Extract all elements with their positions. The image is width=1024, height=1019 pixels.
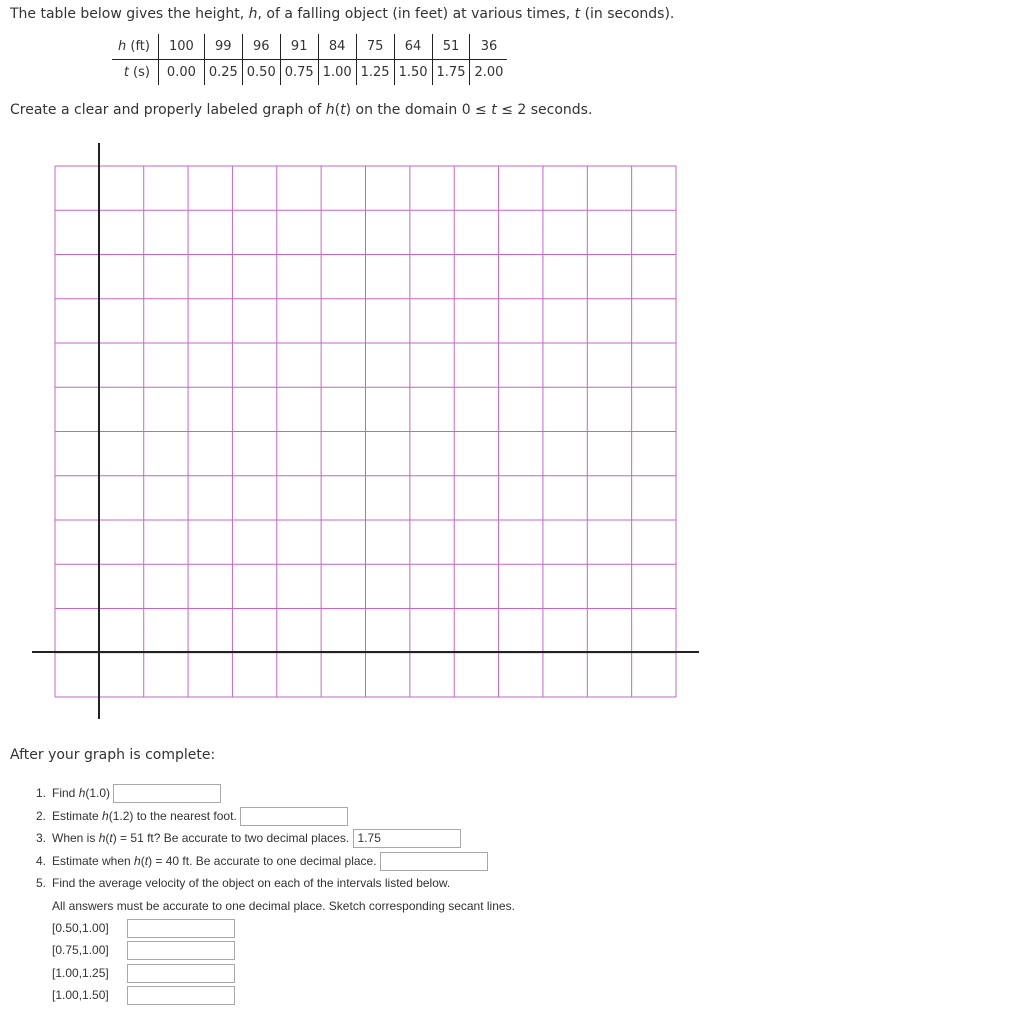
height-value: 64	[394, 34, 432, 60]
answer-field-h1-2[interactable]	[240, 807, 348, 826]
time-value: 1.50	[394, 60, 432, 86]
height-value: 36	[470, 34, 507, 60]
question-3: 3. When is h(t) = 51 ft? Be accurate to two decimal places. 1.75	[36, 827, 515, 850]
graph-instruction: Create a clear and properly labeled graph of h(t) on the domain 0 ≤ t ≤ 2 seconds.	[10, 102, 593, 118]
time-row-header: t (s)	[123, 65, 150, 80]
interval-label: [0.50,1.00]	[52, 920, 109, 935]
height-value: 51	[432, 34, 470, 60]
answer-field-t-40[interactable]	[380, 852, 488, 871]
velocity-field-0-50-1-00[interactable]	[127, 919, 235, 938]
grid-lines	[55, 166, 676, 697]
answer-field-h1[interactable]	[113, 784, 221, 803]
time-value: 0.00	[158, 60, 204, 86]
question-2: 2. Estimate h(1.2) to the nearest foot.	[36, 805, 515, 828]
height-row-header: h (ft)	[112, 34, 158, 60]
height-value: 91	[280, 34, 318, 60]
interval-row	[36, 984, 515, 1007]
height-value: 99	[204, 34, 242, 60]
height-value: 96	[242, 34, 280, 60]
question-5: 5. Find the average velocity of the object on each of the intervals listed below.	[36, 876, 451, 890]
velocity-field-1-00-1-25[interactable]	[127, 964, 235, 983]
question-list	[36, 782, 515, 1007]
intro-text: The table below gives the height, h, of a falling object (in feet) at various times, t (in seconds).	[10, 6, 675, 22]
interval-label: [1.00,1.25]	[52, 965, 109, 980]
interval-row	[36, 917, 515, 940]
height-value: 84	[318, 34, 356, 60]
time-value: 2.00	[470, 60, 507, 86]
var-h: h	[248, 6, 258, 22]
time-value: 1.25	[356, 60, 394, 86]
time-value: 0.75	[280, 60, 318, 86]
velocity-field-0-75-1-00[interactable]	[127, 941, 235, 960]
after-label: After your graph is complete:	[10, 747, 216, 763]
interval-row	[36, 962, 515, 985]
height-value: 100	[158, 34, 204, 60]
question-1: 1. Find h(1.0)	[36, 782, 515, 805]
time-value: 1.00	[318, 60, 356, 86]
height-value: 75	[356, 34, 394, 60]
velocity-field-1-00-1-50[interactable]	[127, 986, 235, 1005]
time-value: 0.50	[242, 60, 280, 86]
time-value: 0.25	[204, 60, 242, 86]
accuracy-note: All answers must be accurate to one decimal place. Sketch corresponding secant lines.	[52, 898, 515, 913]
time-value: 1.75	[432, 60, 470, 86]
answer-field-t-51[interactable]: 1.75	[353, 829, 461, 848]
interval-label: [0.75,1.00]	[52, 943, 109, 957]
interval-row	[36, 939, 515, 962]
question-4: 4. Estimate when h(t) = 40 ft. Be accurate to one decimal place.	[36, 850, 515, 873]
interval-label: [1.00,1.50]	[52, 988, 109, 1002]
var-t: t	[574, 6, 581, 22]
